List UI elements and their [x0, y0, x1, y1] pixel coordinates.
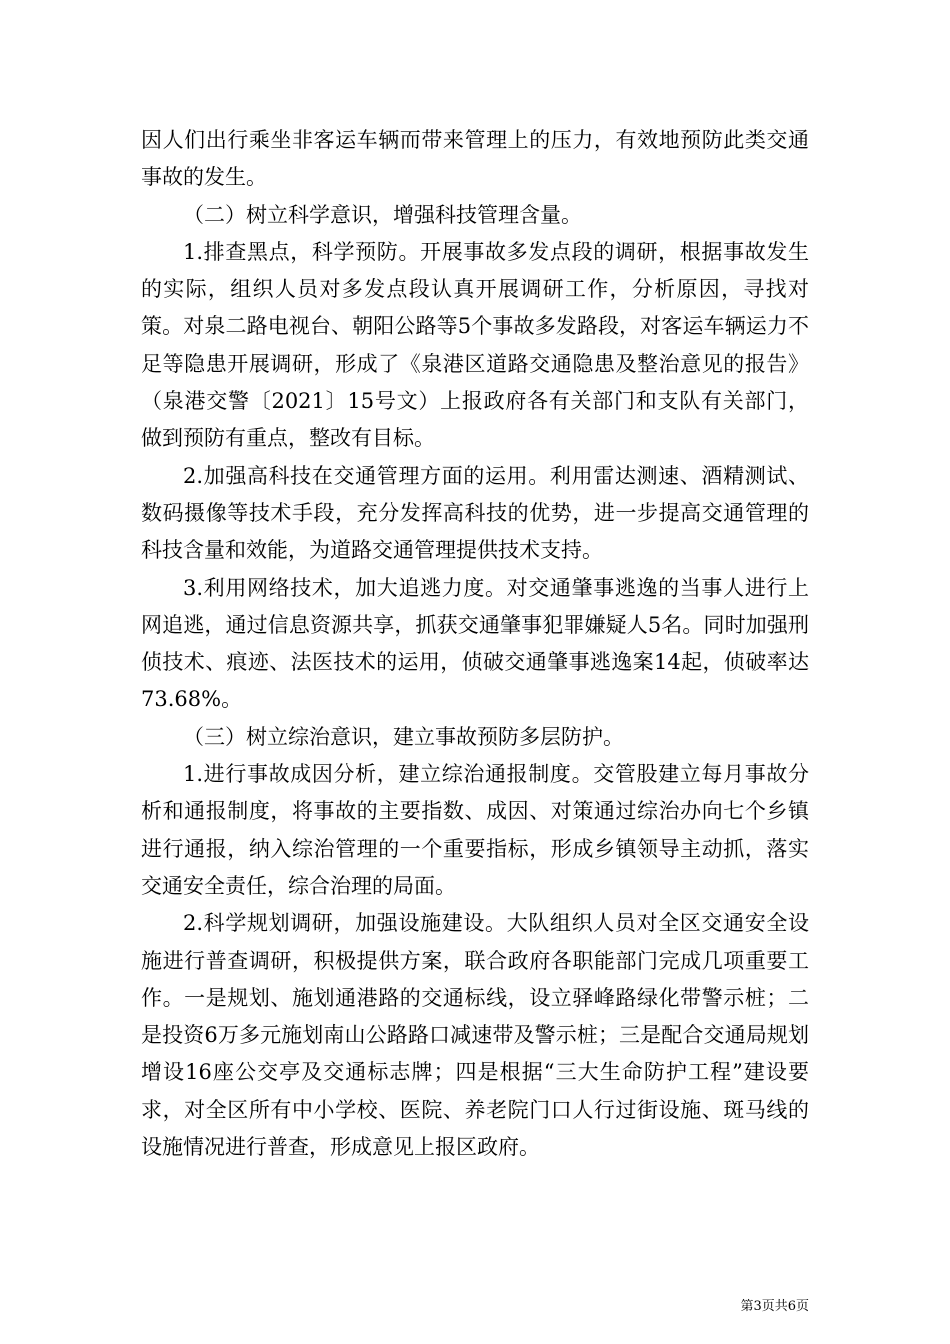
paragraph-3-2: 2.科学规划调研，加强设施建设。大队组织人员对全区交通安全设施进行普查调研，积极提供方案，联合政府各职能部门完成几项重要工作。一是规划、施划通港路的交通标线，设立驿峰路绿化带警示桩；二是投资6万多元施划南山公路路口减速带及警示桩；三是配合交通局规划增设16座公交亭及交通标志牌；四是根据“三大生命防护工程”建设要求，对全区所有中小学校、医院、养老院门口人行过街设施、斑马线的设施情况进行普查，形成意见上报区政府。 — [141, 911, 809, 1160]
document-body — [141, 122, 809, 1166]
paragraph-3-1: 1.进行事故成因分析，建立综治通报制度。交管股建立每月事故分析和通报制度，将事故的主要指数、成因、对策通过综治办向七个乡镇进行通报，纳入综治管理的一个重要指标，形成乡镇领导主动抓，落实交通安全责任，综合治理的局面。 — [141, 762, 809, 898]
paragraph-2-3: 3.利用网络技术，加大追逃力度。对交通肇事逃逸的当事人进行上网追逃，通过信息资源共享，抓获交通肇事犯罪嫌疑人5名。同时加强刑侦技术、痕迹、法医技术的运用，侦破交通肇事逃逸案14起，侦破率达73.68%。 — [141, 575, 809, 712]
section-heading-2: （二）树立科学意识，增强科技管理含量。 — [183, 202, 582, 227]
section-heading-3: （三）树立综治意识，建立事故预防多层防护。 — [183, 724, 624, 749]
page-number: 第3页共6页 — [740, 1299, 809, 1314]
paragraph-2-1: 1.排查黑点，科学预防。开展事故多发点段的调研，根据事故发生的实际，组织人员对多发点段认真开展调研工作，分析原因，寻找对策。对泉二路电视台、朝阳公路等5个事故多发路段，对客运车辆运力不足等隐患开展调研，形成了《泉港区道路交通隐患及整治意见的报告》（泉港交警〔2021〕15号文）上报政府各有关部门和支队有关部门，做到预防有重点，整改有目标。 — [141, 239, 809, 451]
paragraph-2-2: 2.加强高科技在交通管理方面的运用。利用雷达测速、酒精测试、数码摄像等技术手段，充分发挥高科技的优势，进一步提高交通管理的科技含量和效能，为道路交通管理提供技术支持。 — [141, 463, 809, 563]
paragraph-continuation: 因人们出行乘坐非客运车辆而带来管理上的压力，有效地预防此类交通事故的发生。 — [141, 128, 809, 190]
